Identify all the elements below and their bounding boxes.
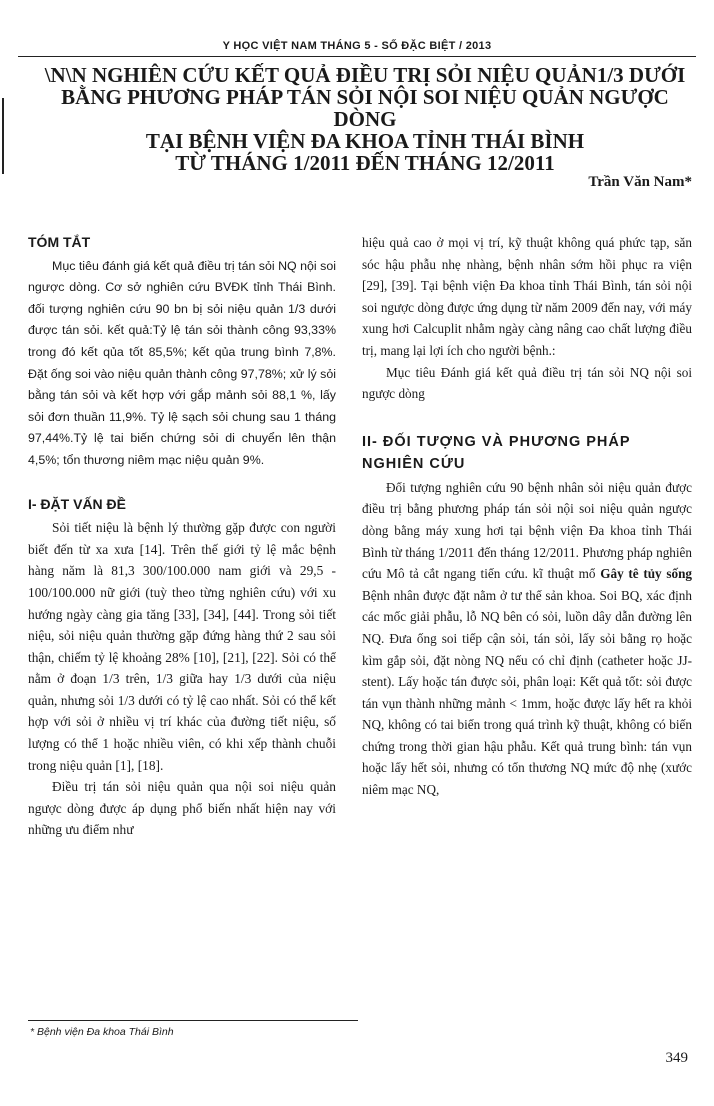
intro-paragraph-1: Sỏi tiết niệu là bệnh lý thường gặp được con người biết đến từ xa xưa [14]. Trên thế giới tỷ lệ mắc bệnh hàng năm là 81,3 300/100.000 nam giới và 29,5 - 100/100.000 nữ giới (tuỳ theo từng nghiên cứu) với xu hướng ngày càng gia tăng [33], [34], [44]. Trong sỏi tiết niệu, sỏi niệu quản thường gặp đứng hàng thứ 2 sau sỏi thận, chiếm tỷ lệ khoảng 28% [10], [21], [22]. Sỏi có thể nằm ở đoạn 1/3 trên, 1/3 giữa hay 1/3 dưới của niệu quản, nhưng sỏi 1/3 dưới có tỷ lệ cao nhất. Sỏi có thể kết hợp với sỏi ở nhiều vị trí khác của đường tiết niệu, số lượng có thể 1 hoặc nhiều viên, có khi xếp thành chuỗi trong niệu quản [1], [18]. <box>28 520 336 773</box>
author: Trần Văn Nam* <box>588 174 692 190</box>
title-line-4: TỪ THÁNG 1/2011 ĐẾN THÁNG 12/2011 <box>175 151 555 175</box>
footnote-rule <box>28 1020 358 1021</box>
intro-heading: I- ĐẶT VẤN ĐỀ <box>28 495 126 512</box>
page-number: 349 <box>665 1050 688 1066</box>
title-line-1: \N\N NGHIÊN CỨU KẾT QUẢ ĐIỀU TRỊ SỎI NIỆU QUẢN1/3 DƯỚI <box>44 63 686 87</box>
header-rule <box>18 56 696 57</box>
methods-text-a: Đối tượng nghiên cứu 90 bệnh nhân sỏi niệu quản được điều trị bằng phương pháp tán sỏi nội soi niệu quản ngược dòng bằng máy xung hơi tại bệnh viện Đa khoa tỉnh Thái Bình từ tháng 1/2011 đến tháng 12/2011. Phương pháp nghiên cứu Mô tả cắt ngang tiến cứu. kĩ thuật mổ <box>362 479 692 582</box>
title-margin-mark <box>2 98 4 174</box>
abstract-text: Mục tiêu đánh giá kết quả điều trị tán sỏi NQ nội soi ngược dòng. Cơ sở nghiên cứu BVĐK tỉnh Thái Bình. đối tượng nghiên cứu 90 bn bị sỏi niệu quản 1/3 dưới được tán sỏi. kết quả:Tỷ lệ tán sỏi thành công 93,33% trong đó kết qủa tốt 85,5%; kết qủa trung bình 7,8%. Đặt ống soi vào niệu quản thành công 97,78%; xử lý sỏi bằng tán sỏi và kết hợp với gắp mảnh sỏi 88,1 %, lấy sỏi đơn thuần 11,9%. Tỷ lệ sạch sỏi chung sau 1 tháng 97,44%.Tỷ lệ tai biến chứng sỏi di chuyển lên thận 4,5%; tổn thương niêm mạc niệu quản 9%. <box>28 258 336 467</box>
right-column <box>362 232 692 801</box>
footnote: * Bệnh viện Đa khoa Thái Bình <box>30 1026 174 1038</box>
methods-text-b: Bệnh nhân được đặt nằm ở tư thế sản khoa. Soi BQ, xác định các mốc giải phẫu, lỗ NQ bên có sỏi, luồn dây dẫn đường lên NQ. Đưa ống soi tiếp cận sỏi, tán sỏi, lấy sỏi bằng rọ hoặc kìm gắp sỏi, đặt nòng NQ nếu có chỉ định (catheter hoặc JJ-stent). Lấy hoặc tán được sỏi, phân loại: Kết quả tốt: sỏi được tán vụn thành những mảnh < 1mm, hoặc được lấy hết ra khỏi NQ, không có tai biến trong quá trình kỹ thuật, không có biến chứng trong thời gian hậu phẫu. Kết quả trung bình: tán vụn hoặc lấy hết sỏi, nhưng có tổn thương NQ mức độ nhẹ (xước niêm mạc NQ, <box>362 587 692 798</box>
title-line-3: TẠI BỆNH VIỆN ĐA KHOA TỈNH THÁI BÌNH <box>145 129 585 153</box>
methods-heading: II- ĐỐI TƯỢNG VÀ PHƯƠNG PHÁP NGHIÊN CỨU <box>362 433 631 472</box>
methods-paragraph <box>362 477 692 801</box>
methods-text-bold: Gây tê tủy sống <box>600 566 692 582</box>
title-line-2: BẰNG PHƯƠNG PHÁP TÁN SỎI NỘI SOI NIỆU QUẢN NGƯỢC DÒNG <box>61 85 669 131</box>
running-header: Y HỌC VIỆT NAM THÁNG 5 - SỐ ĐẶC BIỆT / 2013 <box>222 40 492 52</box>
intro-paragraph-2-continued: hiệu quả cao ở mọi vị trí, kỹ thuật không quá phức tạp, săn sóc hậu phẫu nhẹ nhàng, bệnh nhân sớm hồi phục ra viện [29], [39]. Tại bệnh viện Đa khoa tỉnh Thái Bình, tán sỏi nội soi ngược dòng được ứng dụng từ năm 2009 đến nay, với máy xung hơi Calcuplit nhằm ngày càng nâng cao chất lượng điều trị, mang lại lợi ích cho người bệnh.: <box>362 235 692 358</box>
left-column <box>28 232 336 841</box>
article-title <box>16 64 706 174</box>
abstract-heading: TÓM TẮT <box>28 234 91 250</box>
intro-objective: Mục tiêu Đánh giá kết quả điều trị tán sỏi NQ nội soi ngược dòng <box>362 364 692 402</box>
intro-paragraph-2: Điều trị tán sỏi niệu quản qua nội soi niệu quản ngược dòng được áp dụng phổ biến nhất hiện nay với những ưu điểm như <box>28 779 336 838</box>
